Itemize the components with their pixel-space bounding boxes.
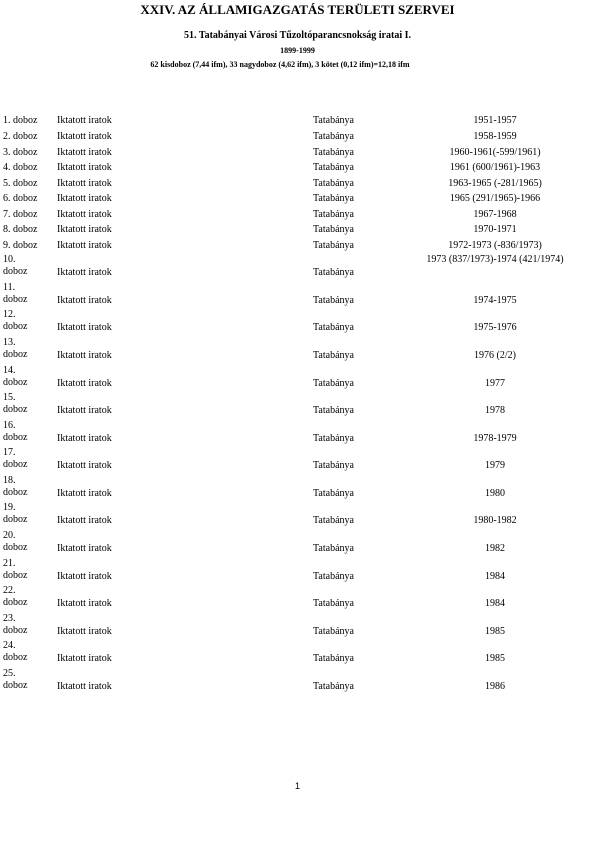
record-type: Iktatott iratok bbox=[57, 178, 112, 189]
period: 1970-1971 bbox=[473, 224, 517, 235]
record-type: Iktatott iratok bbox=[57, 147, 112, 158]
box-number: 6. doboz bbox=[3, 193, 38, 204]
place: Tatabánya bbox=[313, 131, 354, 142]
record-type: Iktatott iratok bbox=[57, 433, 112, 444]
place: Tatabánya bbox=[313, 267, 354, 278]
place: Tatabánya bbox=[313, 350, 354, 361]
box-number: 8. doboz bbox=[3, 224, 38, 235]
period: 1967-1968 bbox=[473, 209, 517, 220]
box-number: 17. doboz bbox=[3, 447, 28, 470]
box-number: 21. doboz bbox=[3, 558, 28, 581]
period: 1985 bbox=[485, 653, 505, 664]
record-type: Iktatott iratok bbox=[57, 543, 112, 554]
fonds-extent: 62 kisdoboz (7,44 ifm), 33 nagydoboz (4,62 ifm), 3 kötet (0,12 ifm)=12,18 ifm bbox=[150, 60, 410, 69]
box-number: 25. doboz bbox=[3, 668, 28, 691]
record-type: Iktatott iratok bbox=[57, 193, 112, 204]
period: 1984 bbox=[485, 598, 505, 609]
place: Tatabánya bbox=[313, 224, 354, 235]
period: 1974-1975 bbox=[473, 295, 517, 306]
period: 1979 bbox=[485, 460, 505, 471]
place: Tatabánya bbox=[313, 295, 354, 306]
box-number: 12. doboz bbox=[3, 309, 28, 332]
period: 1980 bbox=[485, 488, 505, 499]
place: Tatabánya bbox=[313, 653, 354, 664]
box-number: 1. doboz bbox=[3, 115, 38, 126]
record-type: Iktatott iratok bbox=[57, 515, 112, 526]
place: Tatabánya bbox=[313, 322, 354, 333]
record-type: Iktatott iratok bbox=[57, 488, 112, 499]
record-type: Iktatott iratok bbox=[57, 681, 112, 692]
period: 1985 bbox=[485, 626, 505, 637]
box-number: 13. doboz bbox=[3, 337, 28, 360]
place: Tatabánya bbox=[313, 681, 354, 692]
box-number: 16. doboz bbox=[3, 420, 28, 443]
place: Tatabánya bbox=[313, 178, 354, 189]
page-number: 1 bbox=[294, 781, 300, 791]
box-number: 9. doboz bbox=[3, 240, 38, 251]
box-number: 24. doboz bbox=[3, 640, 28, 663]
place: Tatabánya bbox=[313, 147, 354, 158]
record-type: Iktatott iratok bbox=[57, 598, 112, 609]
fonds-title: 51. Tatabányai Városi Tűzoltóparancsnokság iratai I. bbox=[184, 30, 411, 41]
box-number: 2. doboz bbox=[3, 131, 38, 142]
box-number: 11. doboz bbox=[3, 282, 28, 305]
record-type: Iktatott iratok bbox=[57, 209, 112, 220]
record-type: Iktatott iratok bbox=[57, 162, 112, 173]
box-number: 3. doboz bbox=[3, 147, 38, 158]
period: 1960-1961(-599/1961) bbox=[449, 147, 541, 158]
box-number: 18. doboz bbox=[3, 475, 28, 498]
period: 1965 (291/1965)-1966 bbox=[449, 193, 541, 204]
record-type: Iktatott iratok bbox=[57, 653, 112, 664]
record-type: Iktatott iratok bbox=[57, 322, 112, 333]
period: 1978-1979 bbox=[473, 433, 517, 444]
record-type: Iktatott iratok bbox=[57, 571, 112, 582]
place: Tatabánya bbox=[313, 405, 354, 416]
period: 1978 bbox=[485, 405, 505, 416]
box-number: 10. doboz bbox=[3, 254, 28, 277]
box-number: 5. doboz bbox=[3, 178, 38, 189]
period: 1982 bbox=[485, 543, 505, 554]
record-type: Iktatott iratok bbox=[57, 115, 112, 126]
place: Tatabánya bbox=[313, 626, 354, 637]
period: 1963-1965 (-281/1965) bbox=[448, 178, 542, 189]
record-type: Iktatott iratok bbox=[57, 626, 112, 637]
place: Tatabánya bbox=[313, 515, 354, 526]
period: 1973 (837/1973)-1974 (421/1974) bbox=[426, 254, 564, 265]
period: 1958-1959 bbox=[473, 131, 517, 142]
box-number: 14. doboz bbox=[3, 365, 28, 388]
period: 1961 (600/1961)-1963 bbox=[449, 162, 541, 173]
record-type: Iktatott iratok bbox=[57, 267, 112, 278]
period: 1972-1973 (-836/1973) bbox=[448, 240, 542, 251]
place: Tatabánya bbox=[313, 543, 354, 554]
record-type: Iktatott iratok bbox=[57, 240, 112, 251]
record-type: Iktatott iratok bbox=[57, 460, 112, 471]
place: Tatabánya bbox=[313, 488, 354, 499]
box-number: 23. doboz bbox=[3, 613, 28, 636]
period: 1976 (2/2) bbox=[474, 350, 516, 361]
box-number: 22. doboz bbox=[3, 585, 28, 608]
place: Tatabánya bbox=[313, 460, 354, 471]
period: 1984 bbox=[485, 571, 505, 582]
record-type: Iktatott iratok bbox=[57, 350, 112, 361]
record-type: Iktatott iratok bbox=[57, 405, 112, 416]
place: Tatabánya bbox=[313, 162, 354, 173]
period: 1975-1976 bbox=[473, 322, 517, 333]
box-number: 20. doboz bbox=[3, 530, 28, 553]
place: Tatabánya bbox=[313, 571, 354, 582]
box-number: 15. doboz bbox=[3, 392, 28, 415]
period: 1977 bbox=[485, 378, 505, 389]
period: 1986 bbox=[485, 681, 505, 692]
section-title: XXIV. AZ ÁLLAMIGAZGATÁS TERÜLETI SZERVEI bbox=[140, 2, 455, 17]
record-type: Iktatott iratok bbox=[57, 131, 112, 142]
fonds-years: 1899-1999 bbox=[280, 46, 315, 55]
record-type: Iktatott iratok bbox=[57, 295, 112, 306]
place: Tatabánya bbox=[313, 240, 354, 251]
place: Tatabánya bbox=[313, 115, 354, 126]
place: Tatabánya bbox=[313, 209, 354, 220]
period: 1951-1957 bbox=[473, 115, 517, 126]
place: Tatabánya bbox=[313, 598, 354, 609]
box-number: 7. doboz bbox=[3, 209, 38, 220]
box-number: 4. doboz bbox=[3, 162, 38, 173]
place: Tatabánya bbox=[313, 378, 354, 389]
record-type: Iktatott iratok bbox=[57, 224, 112, 235]
box-number: 19. doboz bbox=[3, 502, 28, 525]
period: 1980-1982 bbox=[473, 515, 517, 526]
place: Tatabánya bbox=[313, 433, 354, 444]
place: Tatabánya bbox=[313, 193, 354, 204]
record-type: Iktatott iratok bbox=[57, 378, 112, 389]
